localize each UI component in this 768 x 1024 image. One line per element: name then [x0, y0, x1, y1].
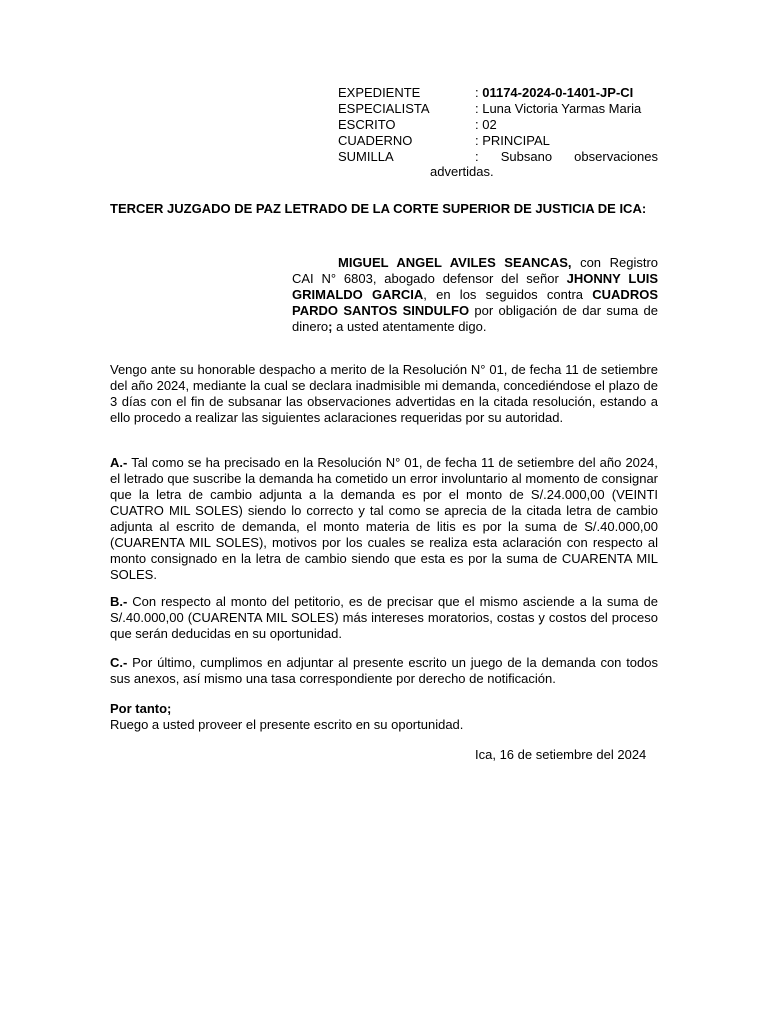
intro-text-1: con Registro CAI N° 6803, abogado defensor del señor: [292, 255, 659, 286]
especialista-label: ESPECIALISTA: [338, 101, 430, 116]
escrito-row: [338, 117, 658, 133]
point-a-label: A.-: [110, 455, 128, 470]
cuaderno-value: : PRINCIPAL: [475, 133, 550, 148]
sumilla-value: [475, 149, 658, 165]
sumilla-word-1: Subsano: [500, 149, 553, 164]
sumilla-label: SUMILLA: [338, 149, 394, 164]
expediente-number: 01174-2024-0-1401-JP-CI: [482, 85, 634, 100]
sumilla-word-2: observaciones: [574, 149, 658, 164]
intro-semicolon: ;: [328, 319, 333, 334]
especialista-value: : Luna Victoria Yarmas Maria: [475, 101, 642, 116]
especialista-row: [338, 101, 658, 117]
point-b-text: Con respecto al monto del petitorio, es de precisar que el mismo asciende a la suma de S/.40.000,00 (CUARENTA MIL SOLES) más intereses moratorios, costas y costos del proceso que serán deducidas en su oportunidad.: [110, 594, 658, 641]
point-b-paragraph: [110, 594, 658, 642]
intro-text-4: a usted atentamente digo.: [332, 319, 487, 334]
intro-indent: [292, 255, 338, 270]
point-a-paragraph: [110, 455, 658, 583]
client-name: JHONNY LUIS GRIMALDO GARCIA: [292, 271, 659, 302]
intro-text-2: , en los seguidos contra: [423, 287, 593, 302]
expediente-value: [475, 85, 658, 101]
point-c-label: C.-: [110, 655, 128, 670]
por-tanto-block: [110, 701, 658, 733]
escrito-value: : 02: [475, 117, 497, 132]
expediente-row: [338, 85, 658, 101]
sumilla-colon: :: [475, 149, 479, 164]
court-addressee: TERCER JUZGADO DE PAZ LETRADO DE LA CORTE SUPERIOR DE JUSTICIA DE ICA:: [110, 201, 647, 216]
expediente-label: EXPEDIENTE: [338, 85, 421, 100]
point-c-paragraph: [110, 655, 658, 687]
vengo-paragraph: Vengo ante su honorable despacho a merito de la Resolución N° 01, de fecha 11 de setiembre del año 2024, mediante la cual se declara inadmisible mi demanda, concediéndose el plazo de 3 días con el fin de subsanar las observaciones advertidas en la citada resolución, estando a ello procedo a realizar las siguientes aclaraciones requeridas por su autoridad.: [110, 362, 658, 425]
point-a-text: Tal como se ha precisado en la Resolución N° 01, de fecha 11 de setiembre del año 2024, el letrado que suscribe la demanda ha cometido un error involuntario al momento de consignar que la letra de cambio adjunta a la demanda es por el monto de S/.24.000,00 (VEINTI CUATRO MIL SOLES) siendo lo correcto y tal como se aprecia de la citada letra de cambio adjunta al escrito de demanda, el monto materia de litis es por la suma de S/.40.000,00 (CUARENTA MIL SOLES), motivos por los cuales se realiza esta aclaración con respecto al monto consignado en la letra de cambio siendo que esta es por la suma de CUARENTA MIL SOLES.: [110, 455, 658, 582]
escrito-label: ESCRITO: [338, 117, 396, 132]
lawyer-name: MIGUEL ANGEL AVILES SEANCAS,: [338, 255, 572, 270]
point-b-label: B.-: [110, 594, 128, 609]
place-date: Ica, 16 de setiembre del 2024: [475, 747, 647, 762]
cuaderno-row: [338, 133, 658, 149]
case-header: [338, 85, 658, 165]
cuaderno-label: CUADERNO: [338, 133, 413, 148]
point-c-text: Por último, cumplimos en adjuntar al presente escrito un juego de la demanda con todos sus anexos, así mismo una tasa correspondiente por derecho de notificación.: [110, 655, 658, 686]
sumilla-row: [338, 149, 658, 165]
ruego-text: Ruego a usted proveer el presente escrito en su oportunidad.: [110, 717, 464, 732]
sumilla-continuation: advertidas.: [430, 164, 494, 179]
intro-text-3: por obligación de dar suma de dinero: [292, 303, 658, 334]
expediente-colon: :: [475, 85, 483, 100]
intro-paragraph: [292, 255, 658, 335]
por-tanto-heading: Por tanto;: [110, 701, 172, 716]
defendant-name: CUADROS PARDO SANTOS SINDULFO: [292, 287, 658, 318]
